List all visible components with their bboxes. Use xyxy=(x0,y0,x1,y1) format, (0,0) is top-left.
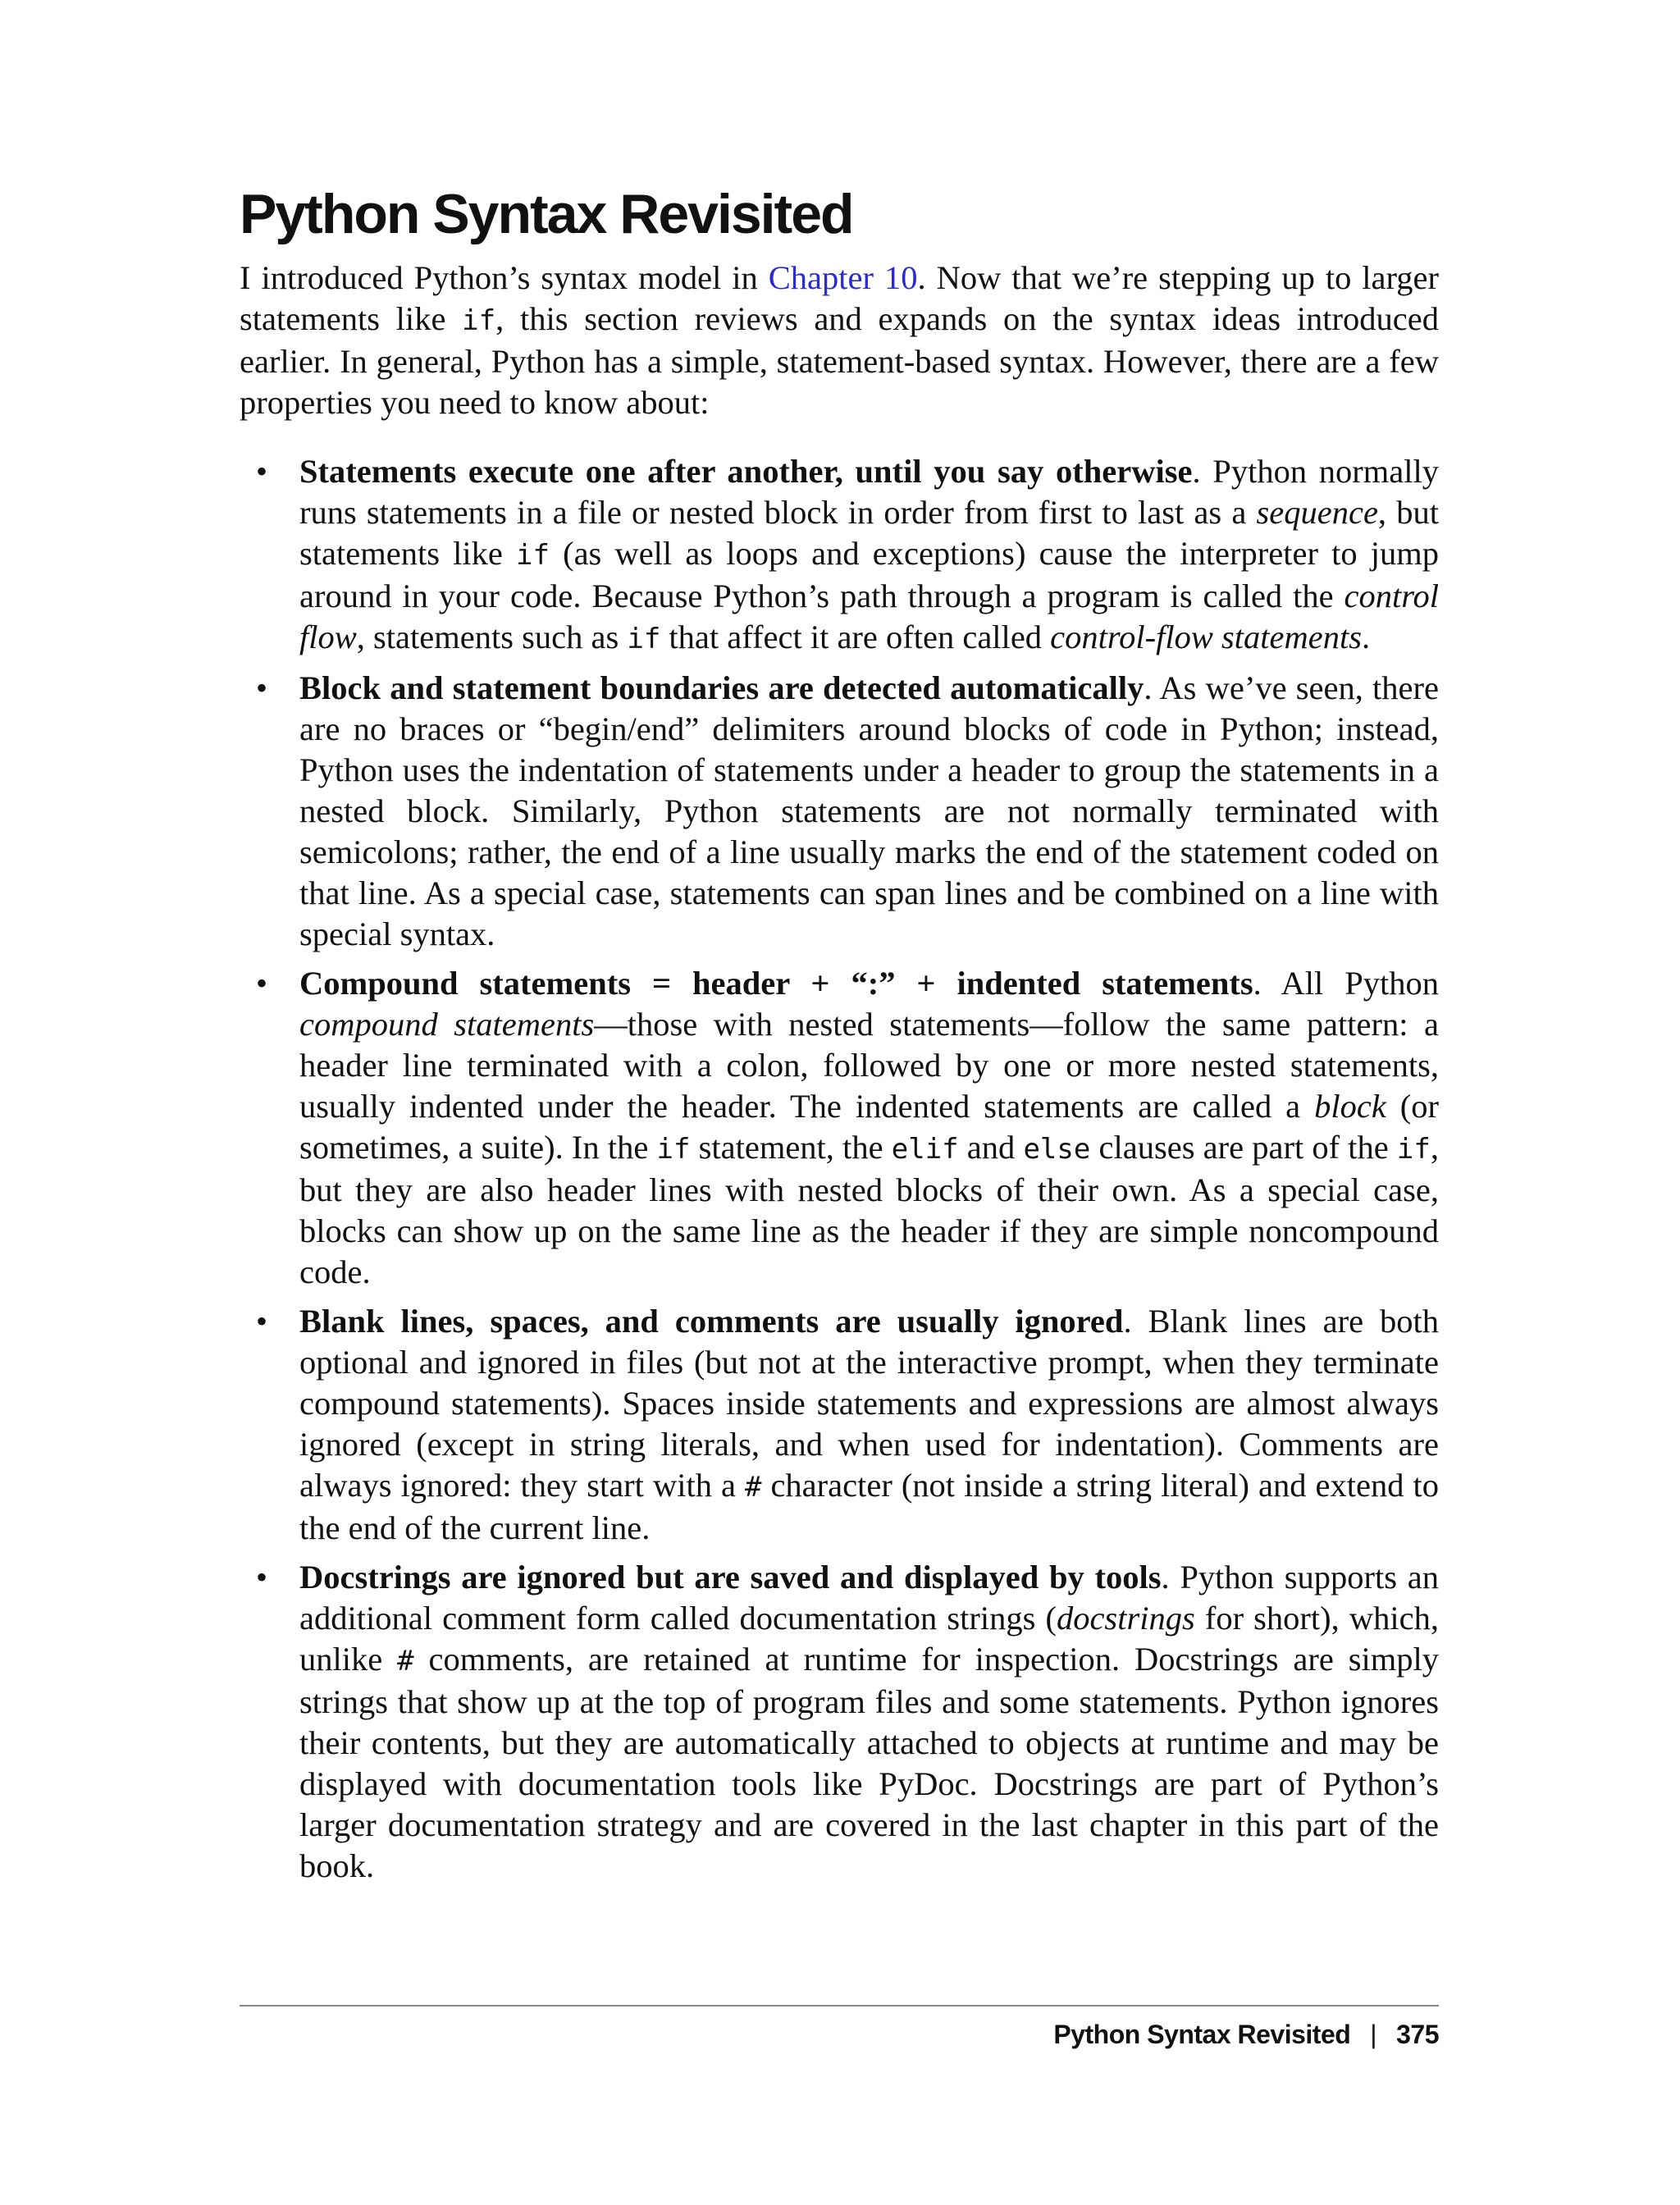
bullet-text: Compound statements = header + “:” + indented statements. All Python compound statements—those with nested statements—follow the same pattern: a header line terminated with a colon, followed by one or more nested statements, usually indented under the header. The indented statements are called a block (or sometimes, a suite). In the if statement, the elif and else clauses are part of the if, but they are also header lines with nested blocks of their own. As a special case, blocks can show up on the same line as the header if they are simple noncompound code. xyxy=(299,965,1439,1291)
section-heading: Python Syntax Revisited xyxy=(240,183,853,245)
intro-text: I introduced Python’s syntax model in xyxy=(240,259,769,297)
list-item xyxy=(240,451,1439,660)
bullet-lead: Blank lines, spaces, and comments are usually ignored xyxy=(299,1303,1124,1340)
bullet-lead: Docstrings are ignored but are saved and displayed by tools xyxy=(299,1559,1162,1596)
bullet-text: Docstrings are ignored but are saved and displayed by tools. Python supports an additional comment form called documentation strings (docstrings for short), which, unlike # comments, are retained at runtime for inspection. Docstrings are simply strings that show up at the top of program files and some statements. Python ignores their contents, but they are automatically attached to objects at runtime and may be displayed with documentation tools like PyDoc. Docstrings are part of Python’s larger documentation strategy and are covered in the last chapter in this part of the book. xyxy=(299,1559,1439,1885)
page-footer xyxy=(1053,2020,1439,2050)
bullet-icon: • xyxy=(256,453,268,491)
properties-list xyxy=(240,451,1439,1887)
code-if: if xyxy=(462,304,496,338)
bullet-text: Statements execute one after another, until you say otherwise. Python normally runs statements in a file or nested block in order from first to last as a sequence, but statements like if (as well as loops and exceptions) cause the interpreter to jump around in your code. Because Python’s path through a program is called the control flow, statements such as if that affect it are often called control-flow statements. xyxy=(299,453,1440,656)
bullet-icon: • xyxy=(256,669,268,707)
list-item xyxy=(240,1557,1439,1887)
footer-rule xyxy=(240,2005,1439,2006)
list-item xyxy=(240,963,1439,1293)
intro-text: . Now that we’re stepping up to larger statements like xyxy=(240,259,1439,338)
list-item xyxy=(240,668,1439,955)
bullet-icon: • xyxy=(256,1303,268,1340)
list-item xyxy=(240,1301,1439,1549)
bullet-lead: Block and statement boundaries are detected automatically xyxy=(299,669,1144,707)
page-body xyxy=(240,182,1439,1895)
bullet-icon: • xyxy=(256,965,268,1002)
bullet-text: Block and statement boundaries are detected automatically. As we’ve seen, there are no braces or “begin/end” delimiters around blocks of code in Python; instead, Python uses the indentation of statements under a header to group the statements in a nested block. Similarly, Python statements are not normally terminated with semicolons; rather, the end of a line usually marks the end of the statement coded on that line. As a special case, statements can span lines and be combined on a line with special syntax. xyxy=(299,669,1439,953)
chapter-link[interactable]: Chapter 10 xyxy=(768,259,918,297)
bullet-lead: Statements execute one after another, until you say otherwise xyxy=(299,453,1193,491)
footer-title: Python Syntax Revisited xyxy=(1053,2020,1351,2049)
intro-paragraph xyxy=(240,258,1439,423)
bullet-icon: • xyxy=(256,1559,268,1596)
footer-separator: | xyxy=(1370,2020,1377,2049)
bullet-lead: Compound statements = header + “:” + indented statements xyxy=(299,965,1253,1002)
bullet-text: Blank lines, spaces, and comments are usually ignored. Blank lines are both optional and ignored in files (but not at the interactive prompt, when they terminate compound statements). Spaces inside statements and expressions are almost always ignored (except in string literals, and when used for indentation). Comments are always ignored: they start with a # character (not inside a string literal) and extend to the end of the current line. xyxy=(299,1303,1439,1547)
intro-text: , this section reviews and expands on the syntax ideas introduced earlier. In general, Python has a simple, statement-based syntax. However, there are a few properties you need to know about: xyxy=(240,300,1439,422)
page-number: 375 xyxy=(1396,2020,1439,2049)
